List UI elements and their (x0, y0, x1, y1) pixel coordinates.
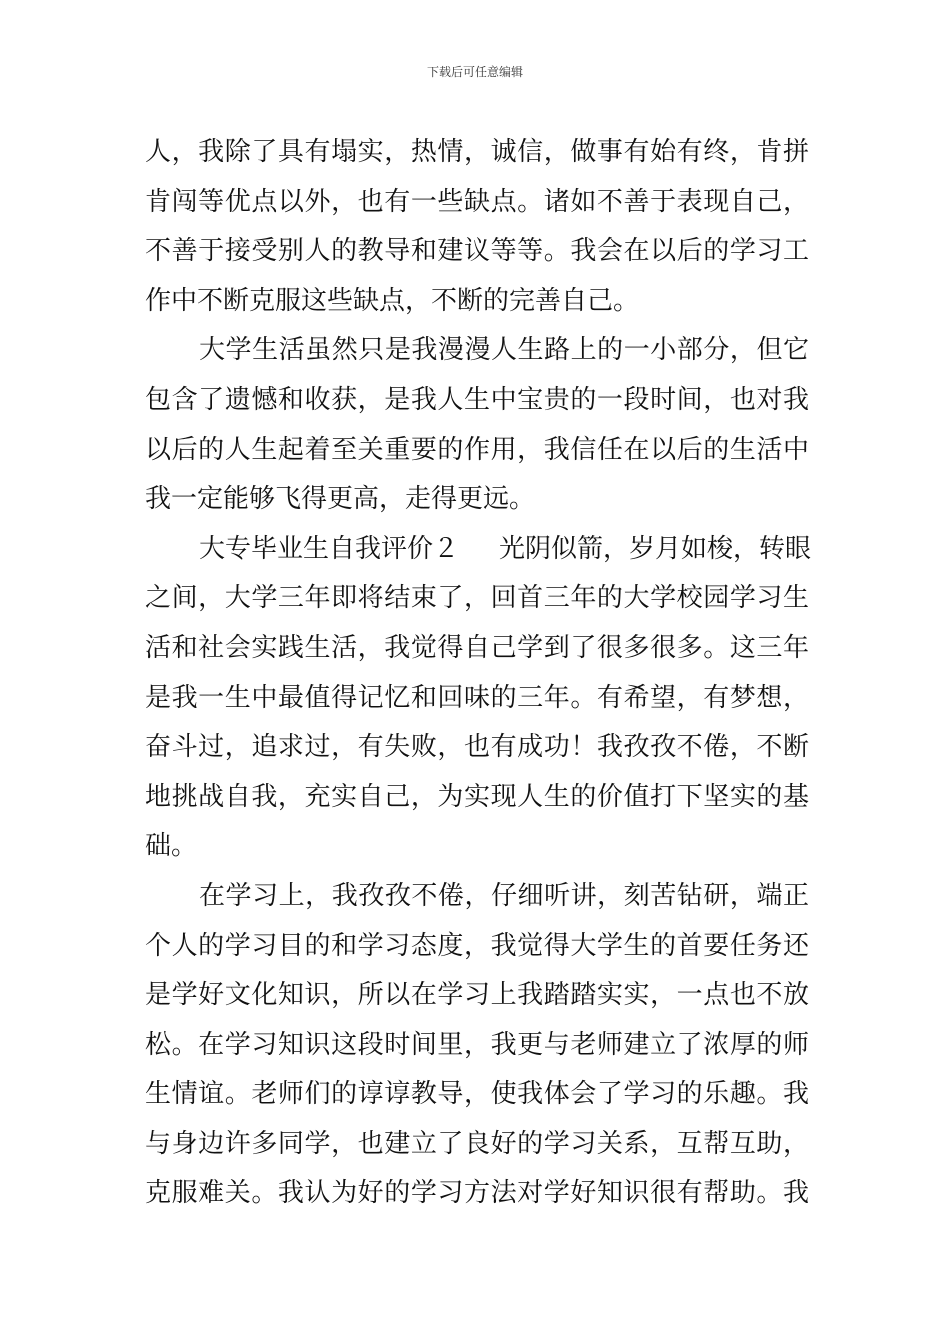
text-line: 奋斗过，追求过，有失败，也有成功！我孜孜不倦，不断 (145, 732, 809, 763)
text-line: 肯闯等优点以外，也有一些缺点。诸如不善于表现自己， (145, 186, 809, 217)
text-line: 与身边许多同学，也建立了良好的学习关系，互帮互助， (145, 1128, 809, 1159)
text-line: 生情谊。老师们的谆谆教导，使我体会了学习的乐趣。我 (145, 1079, 809, 1110)
text-line: 个人的学习目的和学习态度，我觉得大学生的首要任务还 (145, 930, 809, 961)
text-line: 是学好文化知识，所以在学习上我踏踏实实，一点也不放 (145, 980, 809, 1011)
document-body (145, 128, 812, 1219)
text-line: 以后的人生起着至关重要的作用，我信任在以后的生活中 (145, 434, 809, 465)
text-line: 活和社会实践生活，我觉得自己学到了很多很多。这三年 (145, 632, 809, 663)
text-line: 地挑战自我，充实自己，为实现人生的价值打下坚实的基 (145, 781, 809, 812)
text-line: 不善于接受别人的教导和建议等等。我会在以后的学习工 (145, 236, 809, 267)
text-line: 作中不断克服这些缺点，不断的完善自己。 (145, 285, 640, 316)
text-line: 础。 (145, 831, 198, 862)
section-title-line (145, 525, 812, 575)
section-text: 光阴似箭，岁月如梭，转眼 (499, 533, 812, 564)
text-line: 克服难关。我认为好的学习方法对学好知识很有帮助。我 (145, 1178, 809, 1209)
text-line: 之间，大学三年即将结束了，回首三年的大学校园学习生 (145, 583, 809, 614)
text-line: 在学习上，我孜孜不倦，仔细听讲，刻苦钻研，端正 (199, 880, 809, 911)
text-line: 人，我除了具有塌实，热情，诚信，做事有始有终，肯拼 (145, 137, 809, 167)
text-line: 大学生活虽然只是我漫漫人生路上的一小部分，但它 (199, 335, 809, 366)
text-line: 是我一生中最值得记忆和回味的三年。有希望，有梦想， (145, 682, 809, 713)
section-title: 大专毕业生自我评价２ (199, 533, 460, 564)
text-line: 包含了遗憾和收获，是我人生中宝贵的一段时间，也对我 (145, 384, 809, 415)
page-header: 下载后可任意编辑 (426, 65, 523, 79)
text-line: 我一定能够飞得更高，走得更远。 (145, 484, 536, 515)
text-line: 松。在学习知识这段时间里，我更与老师建立了浓厚的师 (145, 1029, 809, 1060)
